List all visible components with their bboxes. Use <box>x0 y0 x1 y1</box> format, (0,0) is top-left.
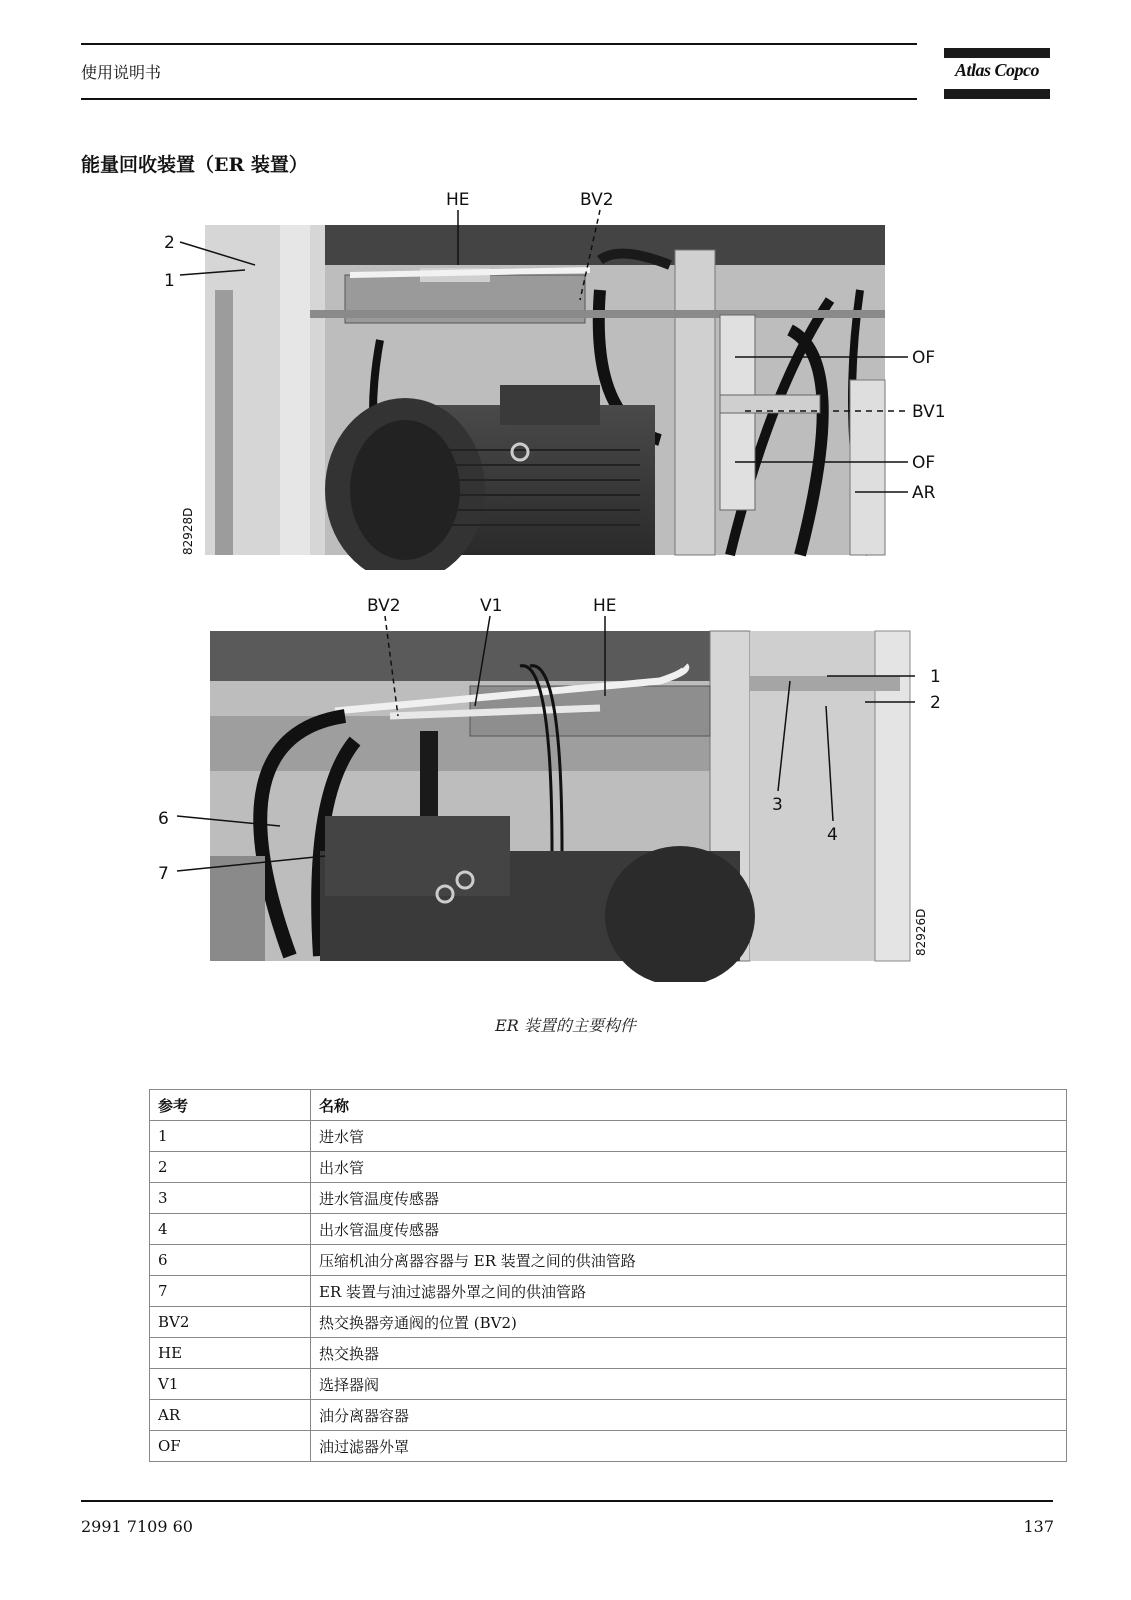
document-number: 2991 7109 60 <box>81 1517 193 1536</box>
cell-name: 出水管 <box>311 1152 1067 1183</box>
table-row <box>150 1400 1067 1431</box>
cell-reference: 1 <box>150 1121 311 1152</box>
table-row <box>150 1307 1067 1338</box>
cell-reference: BV2 <box>150 1307 311 1338</box>
figure-code: 82928D <box>181 507 195 555</box>
cell-name: 选择器阀 <box>311 1369 1067 1400</box>
photo-top-image <box>205 225 885 570</box>
page-number: 137 <box>1023 1517 1054 1536</box>
table-row <box>150 1431 1067 1462</box>
table-row <box>150 1214 1067 1245</box>
figure-caption: ER 装置的主要构件 <box>495 1016 636 1035</box>
label-he: HE <box>593 596 617 616</box>
logo-text: Atlas Copco <box>954 60 1039 80</box>
cell-reference: 7 <box>150 1276 311 1307</box>
label-bv2: BV2 <box>367 596 401 616</box>
label-6: 6 <box>158 809 169 829</box>
label-he: HE <box>446 190 470 210</box>
figure-code: 82926D <box>914 908 928 956</box>
label-1: 1 <box>930 667 941 687</box>
parts-table <box>149 1089 1067 1462</box>
section-title: 能量回收装置（ER 装置） <box>81 154 308 176</box>
label-ar: AR <box>912 483 936 503</box>
cell-name: 压缩机油分离器容器与 ER 装置之间的供油管路 <box>311 1245 1067 1276</box>
cell-name: 出水管温度传感器 <box>311 1214 1067 1245</box>
photo-bottom-image <box>210 631 910 982</box>
header-name: 名称 <box>311 1090 1067 1121</box>
cell-reference: OF <box>150 1431 311 1462</box>
label-2: 2 <box>164 233 175 253</box>
label-7: 7 <box>158 864 169 884</box>
label-1: 1 <box>164 271 175 291</box>
header-title: 使用说明书 <box>81 63 162 82</box>
table-row <box>150 1183 1067 1214</box>
header-bottom-rule <box>81 98 917 100</box>
label-bv1: BV1 <box>912 402 946 422</box>
cell-name: 油过滤器外罩 <box>311 1431 1067 1462</box>
table-row <box>150 1152 1067 1183</box>
label-of-upper: OF <box>912 348 936 368</box>
cell-reference: 3 <box>150 1183 311 1214</box>
cell-reference: 4 <box>150 1214 311 1245</box>
cell-name: 热交换器 <box>311 1338 1067 1369</box>
cell-name: 热交换器旁通阀的位置 (BV2) <box>311 1307 1067 1338</box>
table-row <box>150 1245 1067 1276</box>
atlas-copco-logo <box>944 48 1050 100</box>
cell-reference: 6 <box>150 1245 311 1276</box>
er-unit-photo-bottom <box>150 596 980 982</box>
cell-name: 进水管温度传感器 <box>311 1183 1067 1214</box>
label-2: 2 <box>930 693 941 713</box>
table-row <box>150 1276 1067 1307</box>
table-row <box>150 1121 1067 1152</box>
label-of-lower: OF <box>912 453 936 473</box>
footer-rule <box>81 1500 1053 1502</box>
label-4: 4 <box>827 825 838 845</box>
table-row <box>150 1338 1067 1369</box>
cell-reference: AR <box>150 1400 311 1431</box>
label-3: 3 <box>772 795 783 815</box>
er-unit-photo-top <box>150 190 970 570</box>
cell-reference: 2 <box>150 1152 311 1183</box>
cell-name: 油分离器容器 <box>311 1400 1067 1431</box>
cell-name: ER 装置与油过滤器外罩之间的供油管路 <box>311 1276 1067 1307</box>
cell-name: 进水管 <box>311 1121 1067 1152</box>
cell-reference: HE <box>150 1338 311 1369</box>
label-bv2: BV2 <box>580 190 614 210</box>
table-row <box>150 1369 1067 1400</box>
table-header-row <box>150 1090 1067 1121</box>
header-reference: 参考 <box>150 1090 311 1121</box>
header-top-rule <box>81 43 917 45</box>
label-v1: V1 <box>480 596 503 616</box>
cell-reference: V1 <box>150 1369 311 1400</box>
